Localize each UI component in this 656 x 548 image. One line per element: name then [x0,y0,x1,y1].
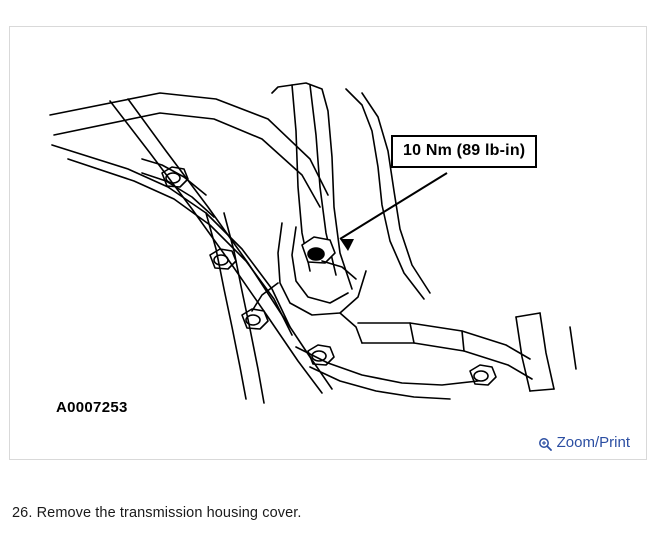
zoom-print-link[interactable]: Zoom/Print [556,434,630,451]
magnifier-icon [538,437,552,451]
callout-arrowhead [340,239,354,251]
zoom-print-row[interactable] [538,434,630,451]
torque-spec-callout: 10 Nm (89 lb-in) [391,135,537,168]
figure-id-label: A0007253 [56,399,128,416]
step-instruction-26: 26. Remove the transmission housing cover. [12,505,302,521]
figure-panel [9,26,647,460]
figure-line-drawing [10,27,646,423]
underbody-illustration-svg [10,27,646,423]
